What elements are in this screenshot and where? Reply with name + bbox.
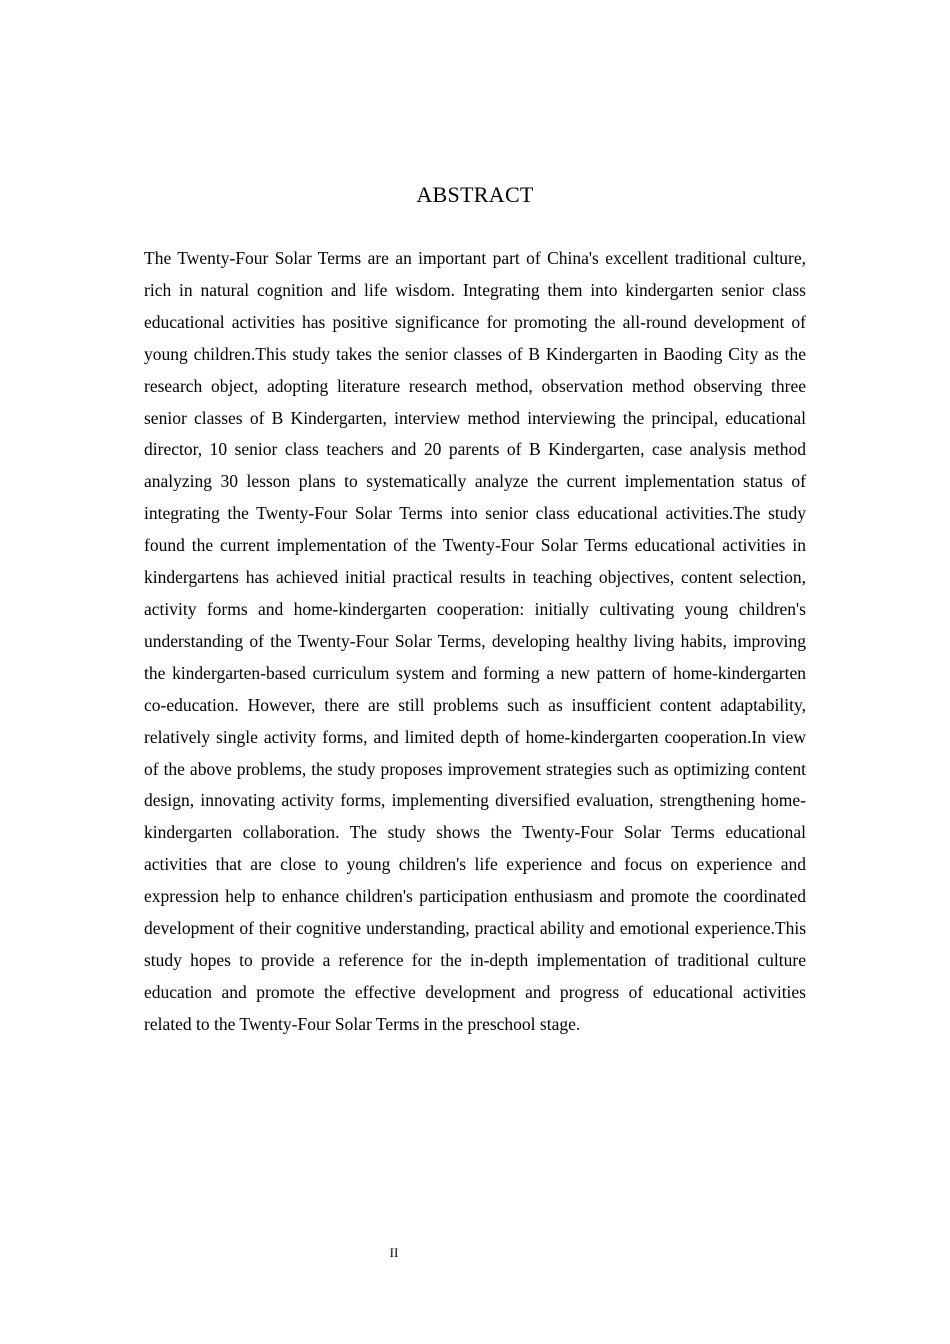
page-number: II	[389, 1245, 399, 1260]
abstract-title: ABSTRACT	[416, 182, 534, 207]
abstract-body: The Twenty-Four Solar Terms are an important part of China's excellent traditional culture, rich in natural cognition and life wisdom. Integrating them into kindergarten senior class educational activities has positive significance for promoting the all-round development of young children.This study takes the senior classes of B Kindergarten in Baoding City as the research object, adopting literature research method, observation method observing three senior classes of B Kindergarten, interview method interviewing the principal, educational director, 10 senior class teachers and 20 parents of B Kindergarten, case analysis method analyzing 30 lesson plans to systematically analyze the current implementation status of integrating the Twenty-Four Solar Terms into senior class educational activities.The study found the current implementation of the Twenty-Four Solar Terms educational activities in kindergartens has achieved initial practical results in teaching objectives, content selection, activity forms and home-kindergarten cooperation: initially cultivating young children's understanding of the Twenty-Four Solar Terms, developing healthy living habits, improving the kindergarten-based curriculum system and forming a new pattern of home-kindergarten co-education. However, there are still problems such as insufficient content adaptability, relatively single activity forms, and limited depth of home-kindergarten cooperation.In view of the above problems, the study proposes improvement strategies such as optimizing content design, innovating activity forms, implementing diversified evaluation, strengthening home-kindergarten collaboration. The study shows the Twenty-Four Solar Terms educational activities that are close to young children's life experience and focus on experience and expression help to enhance children's participation enthusiasm and promote the coordinated development of their cognitive understanding, practical ability and emotional experience.This study hopes to provide a reference for the in-depth implementation of traditional culture education and promote the effective development and progress of educational activities related to the Twenty-Four Solar Terms in the preschool stage.	[144, 248, 806, 1034]
